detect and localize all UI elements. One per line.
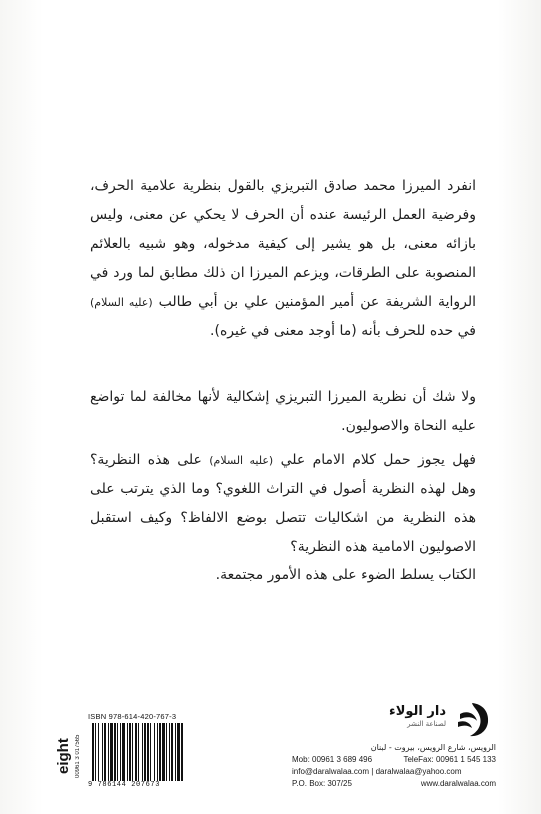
isbn-label: ISBN 978-614-420-767-3	[88, 712, 177, 721]
barcode-icon	[90, 723, 216, 781]
blurb-paragraph-3	[90, 446, 476, 562]
publisher-tagline: لصناعة النشر	[407, 720, 446, 728]
publisher-phones	[292, 754, 496, 766]
blurb-text: على هذه النظرية؟ وهل لهذه النظرية أصول في التراث اللغوي؟ وما الذي يترتب على هذه النظرية من اشكاليات تتصل بوضع الالفاظ؟ وكيف استقبل الاصوليون الامامية هذه النظرية؟	[90, 452, 476, 555]
blurb-text: انفرد الميرزا محمد صادق التبريزي بالقول بنظرية علامية الحرف، وفرضية العمل الرئيسة عنده أن الحرف لا يحكي عن معنى، وليس بازائه معنى، بل هو يشير إلى كيفية مدخوله، وهو شبيه بالعلائم المنصوبة على الطرقات، ويزعم الميرزا ان ذلك مطابق لما ورد في الرواية الشريفة عن أمير المؤمنين علي بن أبي طالب	[90, 178, 476, 310]
publisher-website: www.daralwalaa.com	[420, 779, 496, 788]
honorific-note: (عليه السلام)	[209, 454, 274, 467]
publisher-contact	[292, 742, 496, 790]
publisher-name: دار الولاء	[389, 704, 446, 719]
barcode-block	[88, 712, 220, 790]
publisher-pobox: P.O. Box: 307/25	[292, 779, 352, 788]
publisher-mobile: Mob: 00961 3 689 496	[292, 755, 373, 764]
imprint-code: 00961 3 017565	[75, 734, 81, 778]
blurb-text: فهل يجوز حمل كلام الامام علي	[280, 452, 477, 468]
publisher-web-row	[292, 778, 496, 790]
honorific-note: (عليه السلام)	[90, 296, 153, 309]
publisher-logo-icon	[452, 700, 492, 740]
blurb-text: في حده للحرف بأنه (ما أوجد معنى في غيره).	[210, 323, 476, 339]
publisher-address: الرويس، شارع الرويس، بيروت - لبنان	[370, 743, 496, 752]
imprint-logo-block	[56, 716, 86, 796]
publisher-telfax: TeleFax: 00961 1 545 133	[403, 755, 496, 764]
barcode-digits: 9 786144 207673	[88, 781, 161, 789]
imprint-logo: eight	[55, 738, 72, 774]
blurb-paragraph-1	[90, 172, 476, 346]
blurb-paragraph-2: ولا شك أن نظرية الميرزا التبريزي إشكالية لأنها مخالفة لما تواضع عليه النحاة والاصوليون.	[90, 389, 476, 434]
publisher-email: info@daralwalaa.com | daralwalaa@yahoo.com	[292, 767, 462, 776]
publisher-block	[292, 700, 496, 800]
blurb-paragraph-4: الكتاب يسلط الضوء على هذه الأمور مجتمعة.	[215, 567, 476, 583]
